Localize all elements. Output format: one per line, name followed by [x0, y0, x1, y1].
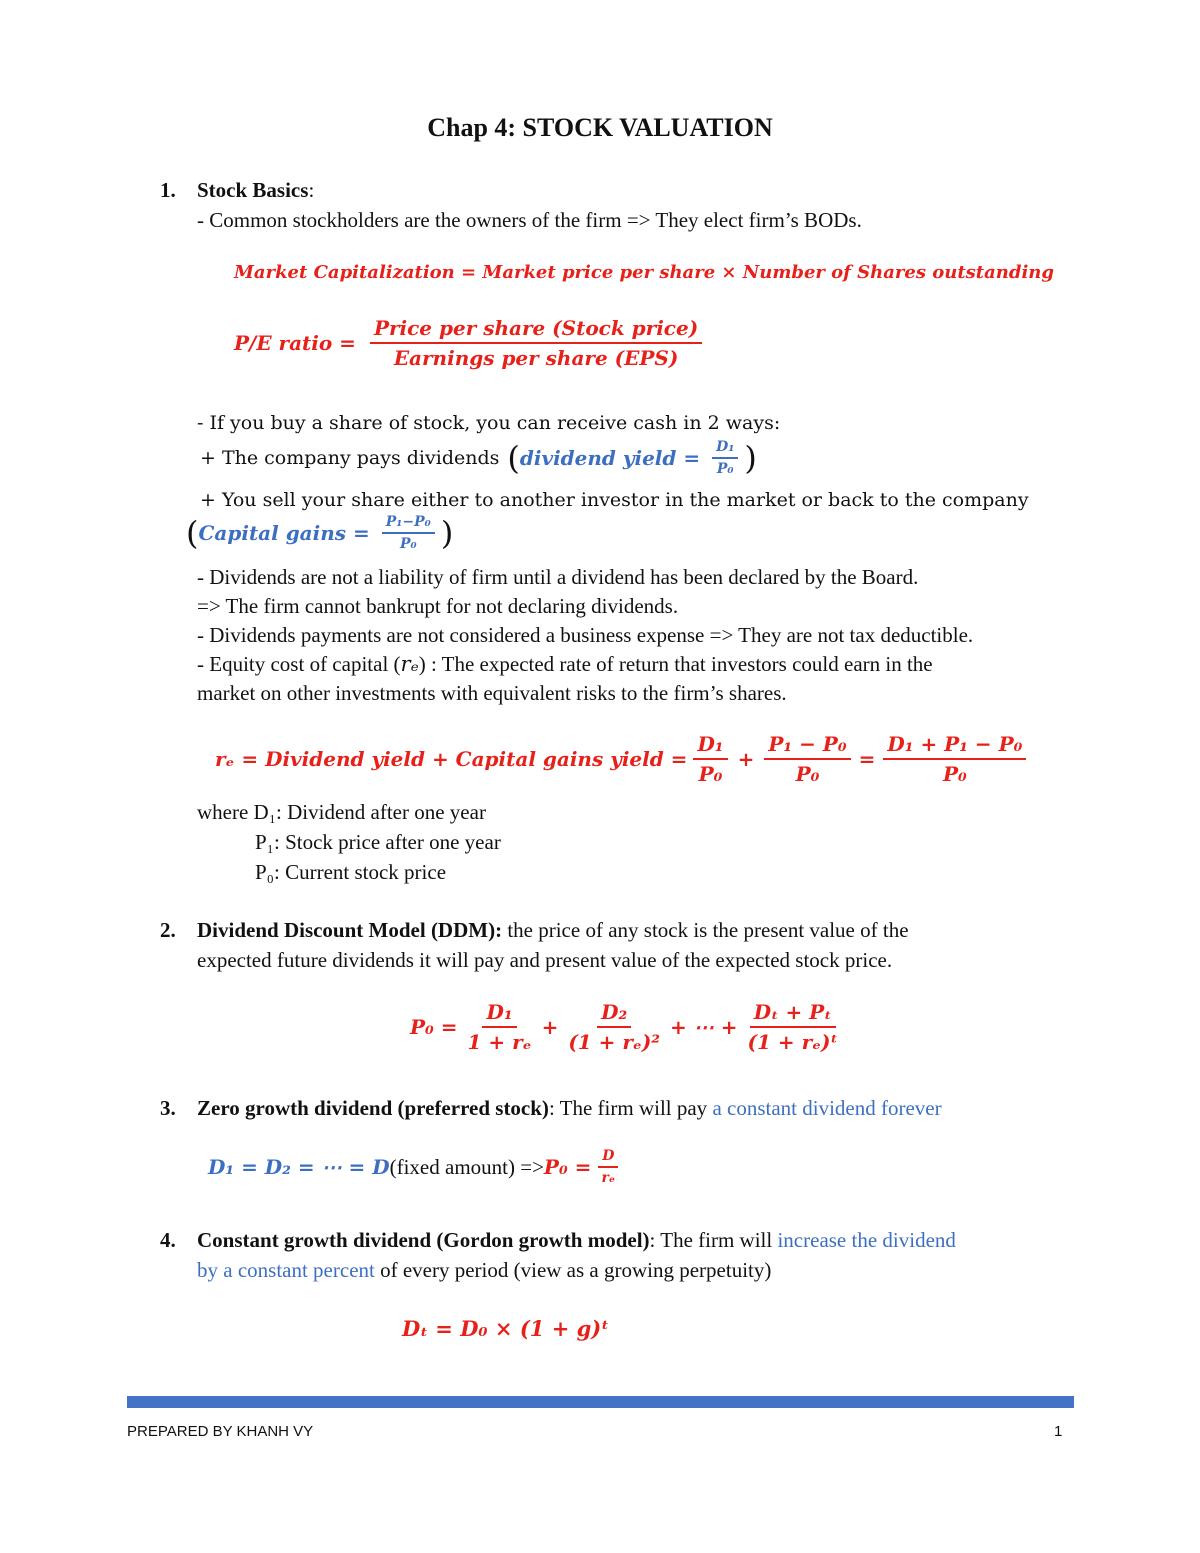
- capital-gains-denominator: P₀: [399, 536, 417, 552]
- section-1-number: 1.: [160, 178, 176, 202]
- where-d1: where D₁: Dividend after one year: [197, 800, 486, 824]
- ddm-fraction-3-denominator: (1 + rₑ)ᵗ: [747, 1030, 838, 1054]
- capital-gains-line: [186, 514, 453, 552]
- ddm-fraction-2-denominator: (1 + rₑ)²: [568, 1030, 661, 1054]
- footer-divider: [127, 1396, 1074, 1408]
- market-cap-formula: Market Capitalization = Market price per share × Number of Shares outstanding: [234, 262, 1054, 283]
- section-1-heading-line: [197, 176, 314, 204]
- section-4-heading-line: [197, 1226, 956, 1254]
- gordon-formula: Dₜ = D₀ × (1 + g)ᵗ: [402, 1316, 610, 1341]
- ddm-fraction-1-numerator: D₁: [482, 1000, 516, 1028]
- page-title: Chap 4: STOCK VALUATION: [427, 113, 773, 142]
- section-4-highlight-1: increase the dividend: [777, 1228, 956, 1252]
- liability-text: - Dividends are not a liability of firm until a dividend has been declared by the Board.: [197, 565, 919, 589]
- sell-share-text: + You sell your share either to another investor in the market or back to the company: [200, 489, 1029, 511]
- section-4-number: 4.: [160, 1228, 176, 1252]
- section-4-text-a: : The firm will: [649, 1228, 778, 1252]
- section-2-heading-line: [197, 916, 909, 944]
- equity-cost-symbol: rₑ: [400, 652, 419, 676]
- capital-gains-fraction: [382, 514, 435, 552]
- page-number: 1: [1054, 1423, 1063, 1440]
- section-4-line-2: [197, 1256, 771, 1284]
- section-3-text: : The firm will pay: [548, 1096, 713, 1120]
- owners-text: - Common stockholders are the owners of the firm => They elect firm’s BODs.: [197, 208, 862, 232]
- left-paren: (: [186, 514, 199, 552]
- section-4-highlight-2: by a constant percent: [197, 1258, 375, 1282]
- re-fraction-2: [764, 732, 850, 786]
- zero-growth-fraction: [597, 1148, 619, 1186]
- ddm-dots: + ⋯ +: [670, 1015, 738, 1039]
- re-fraction-1-denominator: P₀: [698, 762, 723, 786]
- section-2-number: 2.: [160, 918, 176, 942]
- ddm-lhs: P₀ =: [410, 1015, 458, 1039]
- equity-cost-text-a: - Equity cost of capital (: [197, 652, 401, 676]
- section-4-heading: Constant growth dividend (Gordon growth model): [197, 1228, 650, 1252]
- bankrupt-text: => The firm cannot bankrupt for not declaring dividends.: [197, 594, 679, 618]
- dividend-yield-denominator: P₀: [716, 461, 734, 477]
- section-3-heading-line: [197, 1094, 942, 1122]
- section-2-text-1: the price of any stock is the present value of the: [502, 918, 909, 942]
- zero-growth-formula: [208, 1148, 625, 1186]
- section-2-heading: Dividend Discount Model (DDM):: [197, 918, 503, 942]
- re-formula: [215, 732, 1032, 786]
- re-fraction-3: [883, 732, 1026, 786]
- equals-sign: =: [858, 747, 876, 771]
- ddm-fraction-3: [744, 1000, 842, 1054]
- zero-growth-price-lhs: P₀ =: [543, 1155, 592, 1179]
- re-fraction-2-denominator: P₀: [795, 762, 820, 786]
- dividend-yield-line: [200, 439, 757, 477]
- section-4-text-b: of every period (view as a growing perpetuity): [374, 1258, 772, 1282]
- left-paren: (: [507, 439, 520, 477]
- re-fraction-1-numerator: D₁: [693, 732, 727, 760]
- dividend-yield-numerator: D₁: [712, 439, 738, 459]
- re-formula-lhs: rₑ = Dividend yield + Capital gains yield =: [215, 747, 688, 771]
- dividend-yield-fraction: [712, 439, 738, 477]
- zero-growth-numerator: D: [598, 1148, 618, 1168]
- re-fraction-2-numerator: P₁ − P₀: [764, 732, 850, 760]
- plus-sign: +: [737, 747, 755, 771]
- section-3-heading: Zero growth dividend (preferred stock): [197, 1096, 549, 1120]
- footer-author: PREPARED BY KHANH VY: [127, 1423, 314, 1440]
- ddm-fraction-2: [564, 1000, 664, 1054]
- section-1-colon: :: [308, 178, 315, 202]
- pe-ratio-formula: [234, 316, 708, 370]
- equity-cost-text-b: ) : The expected rate of return that investors could earn in the: [418, 652, 933, 676]
- equity-cost-text-2: market on other investments with equivalent risks to the firm’s shares.: [197, 681, 787, 705]
- section-2-text-2: expected future dividends it will pay and present value of the expected stock price.: [197, 948, 893, 972]
- zero-growth-fixed-amount: (fixed amount) =>: [389, 1155, 544, 1179]
- capital-gains-numerator: P₁−P₀: [382, 514, 435, 534]
- re-fraction-3-denominator: P₀: [943, 762, 967, 786]
- pe-ratio-denominator: Earnings per share (EPS): [393, 346, 679, 370]
- section-3-number: 3.: [160, 1096, 176, 1120]
- ddm-fraction-1: [464, 1000, 536, 1054]
- re-fraction-1: [693, 732, 727, 786]
- ddm-fraction-2-numerator: D₂: [597, 1000, 631, 1028]
- ddm-fraction-1-denominator: 1 + rₑ: [467, 1030, 532, 1054]
- pe-ratio-numerator: Price per share (Stock price): [370, 316, 702, 344]
- dividend-yield-label: dividend yield =: [519, 446, 701, 470]
- dividend-text: + The company pays dividends: [200, 447, 500, 469]
- where-p1: P₁: Stock price after one year: [255, 830, 501, 854]
- ddm-fraction-3-numerator: Dₜ + Pₜ: [750, 1000, 836, 1028]
- plus-sign: +: [541, 1015, 559, 1039]
- cash-ways-text: - If you buy a share of stock, you can receive cash in 2 ways:: [197, 412, 781, 434]
- right-paren: ): [744, 439, 757, 477]
- where-p0: P₀: Current stock price: [255, 860, 447, 884]
- right-paren: ): [440, 514, 454, 552]
- equity-cost-line: [197, 650, 933, 678]
- section-1-heading: Stock Basics: [197, 178, 309, 202]
- expense-text: - Dividends payments are not considered a business expense => They are not tax deductible.: [197, 623, 974, 647]
- capital-gains-label: Capital gains =: [198, 521, 370, 545]
- ddm-formula: [410, 1000, 848, 1054]
- zero-growth-dividends: D₁ = D₂ = ⋯ = D: [208, 1155, 390, 1179]
- zero-growth-denominator: rₑ: [601, 1170, 616, 1186]
- pe-ratio-fraction: [370, 316, 702, 370]
- pe-ratio-label: P/E ratio =: [234, 331, 356, 355]
- section-3-highlight: a constant dividend forever: [712, 1096, 942, 1120]
- re-fraction-3-numerator: D₁ + P₁ − P₀: [883, 732, 1026, 760]
